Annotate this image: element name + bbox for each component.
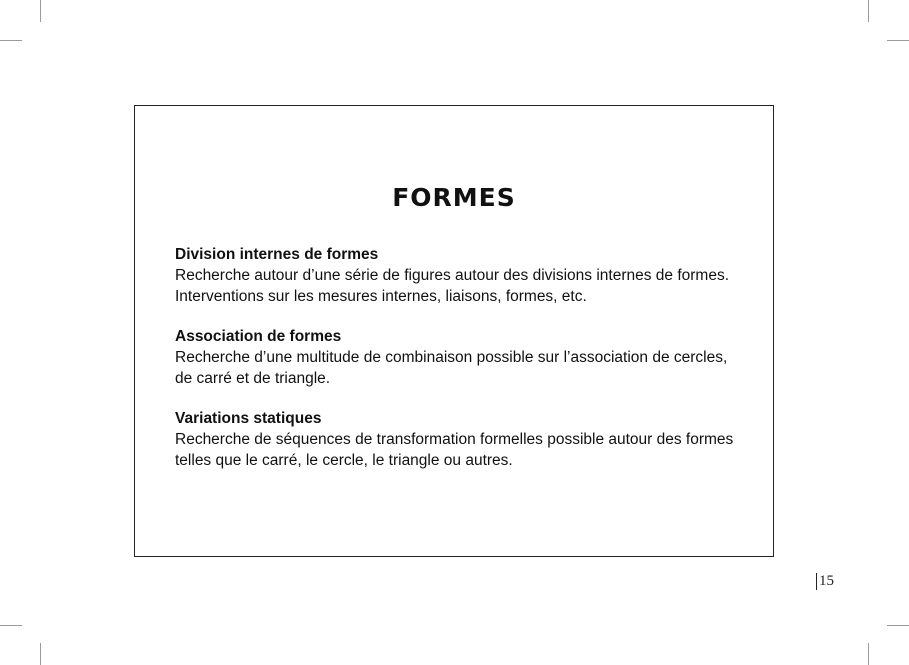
- section-heading: Division internes de formes: [175, 246, 379, 263]
- crop-mark: [40, 0, 41, 22]
- section-body: Recherche de séquences de transformation formelles possible autour des formes telles que le carré, le cercle, le triangle ou autres.: [175, 431, 734, 469]
- crop-mark: [868, 0, 869, 22]
- section-heading: Variations statiques: [175, 410, 322, 427]
- section-body: Recherche d’une multitude de combinaison possible sur l’association de cercles, de carré et de triangle.: [175, 349, 728, 387]
- crop-mark: [887, 40, 909, 41]
- content-frame: [134, 105, 774, 557]
- crop-mark: [0, 40, 22, 41]
- page-title: FORMES: [392, 183, 516, 212]
- sections-list: [175, 244, 735, 490]
- page-number: 15: [816, 573, 834, 590]
- section-heading: Association de formes: [175, 328, 342, 345]
- section: [175, 326, 735, 389]
- section: [175, 244, 735, 307]
- crop-mark: [868, 643, 869, 665]
- crop-mark: [0, 625, 22, 626]
- section: [175, 408, 735, 471]
- crop-mark: [40, 643, 41, 665]
- section-body: Recherche autour d’une série de figures autour des divisions internes de formes. Interventions sur les mesures internes, liaisons, formes, etc.: [175, 267, 730, 305]
- crop-mark: [887, 625, 909, 626]
